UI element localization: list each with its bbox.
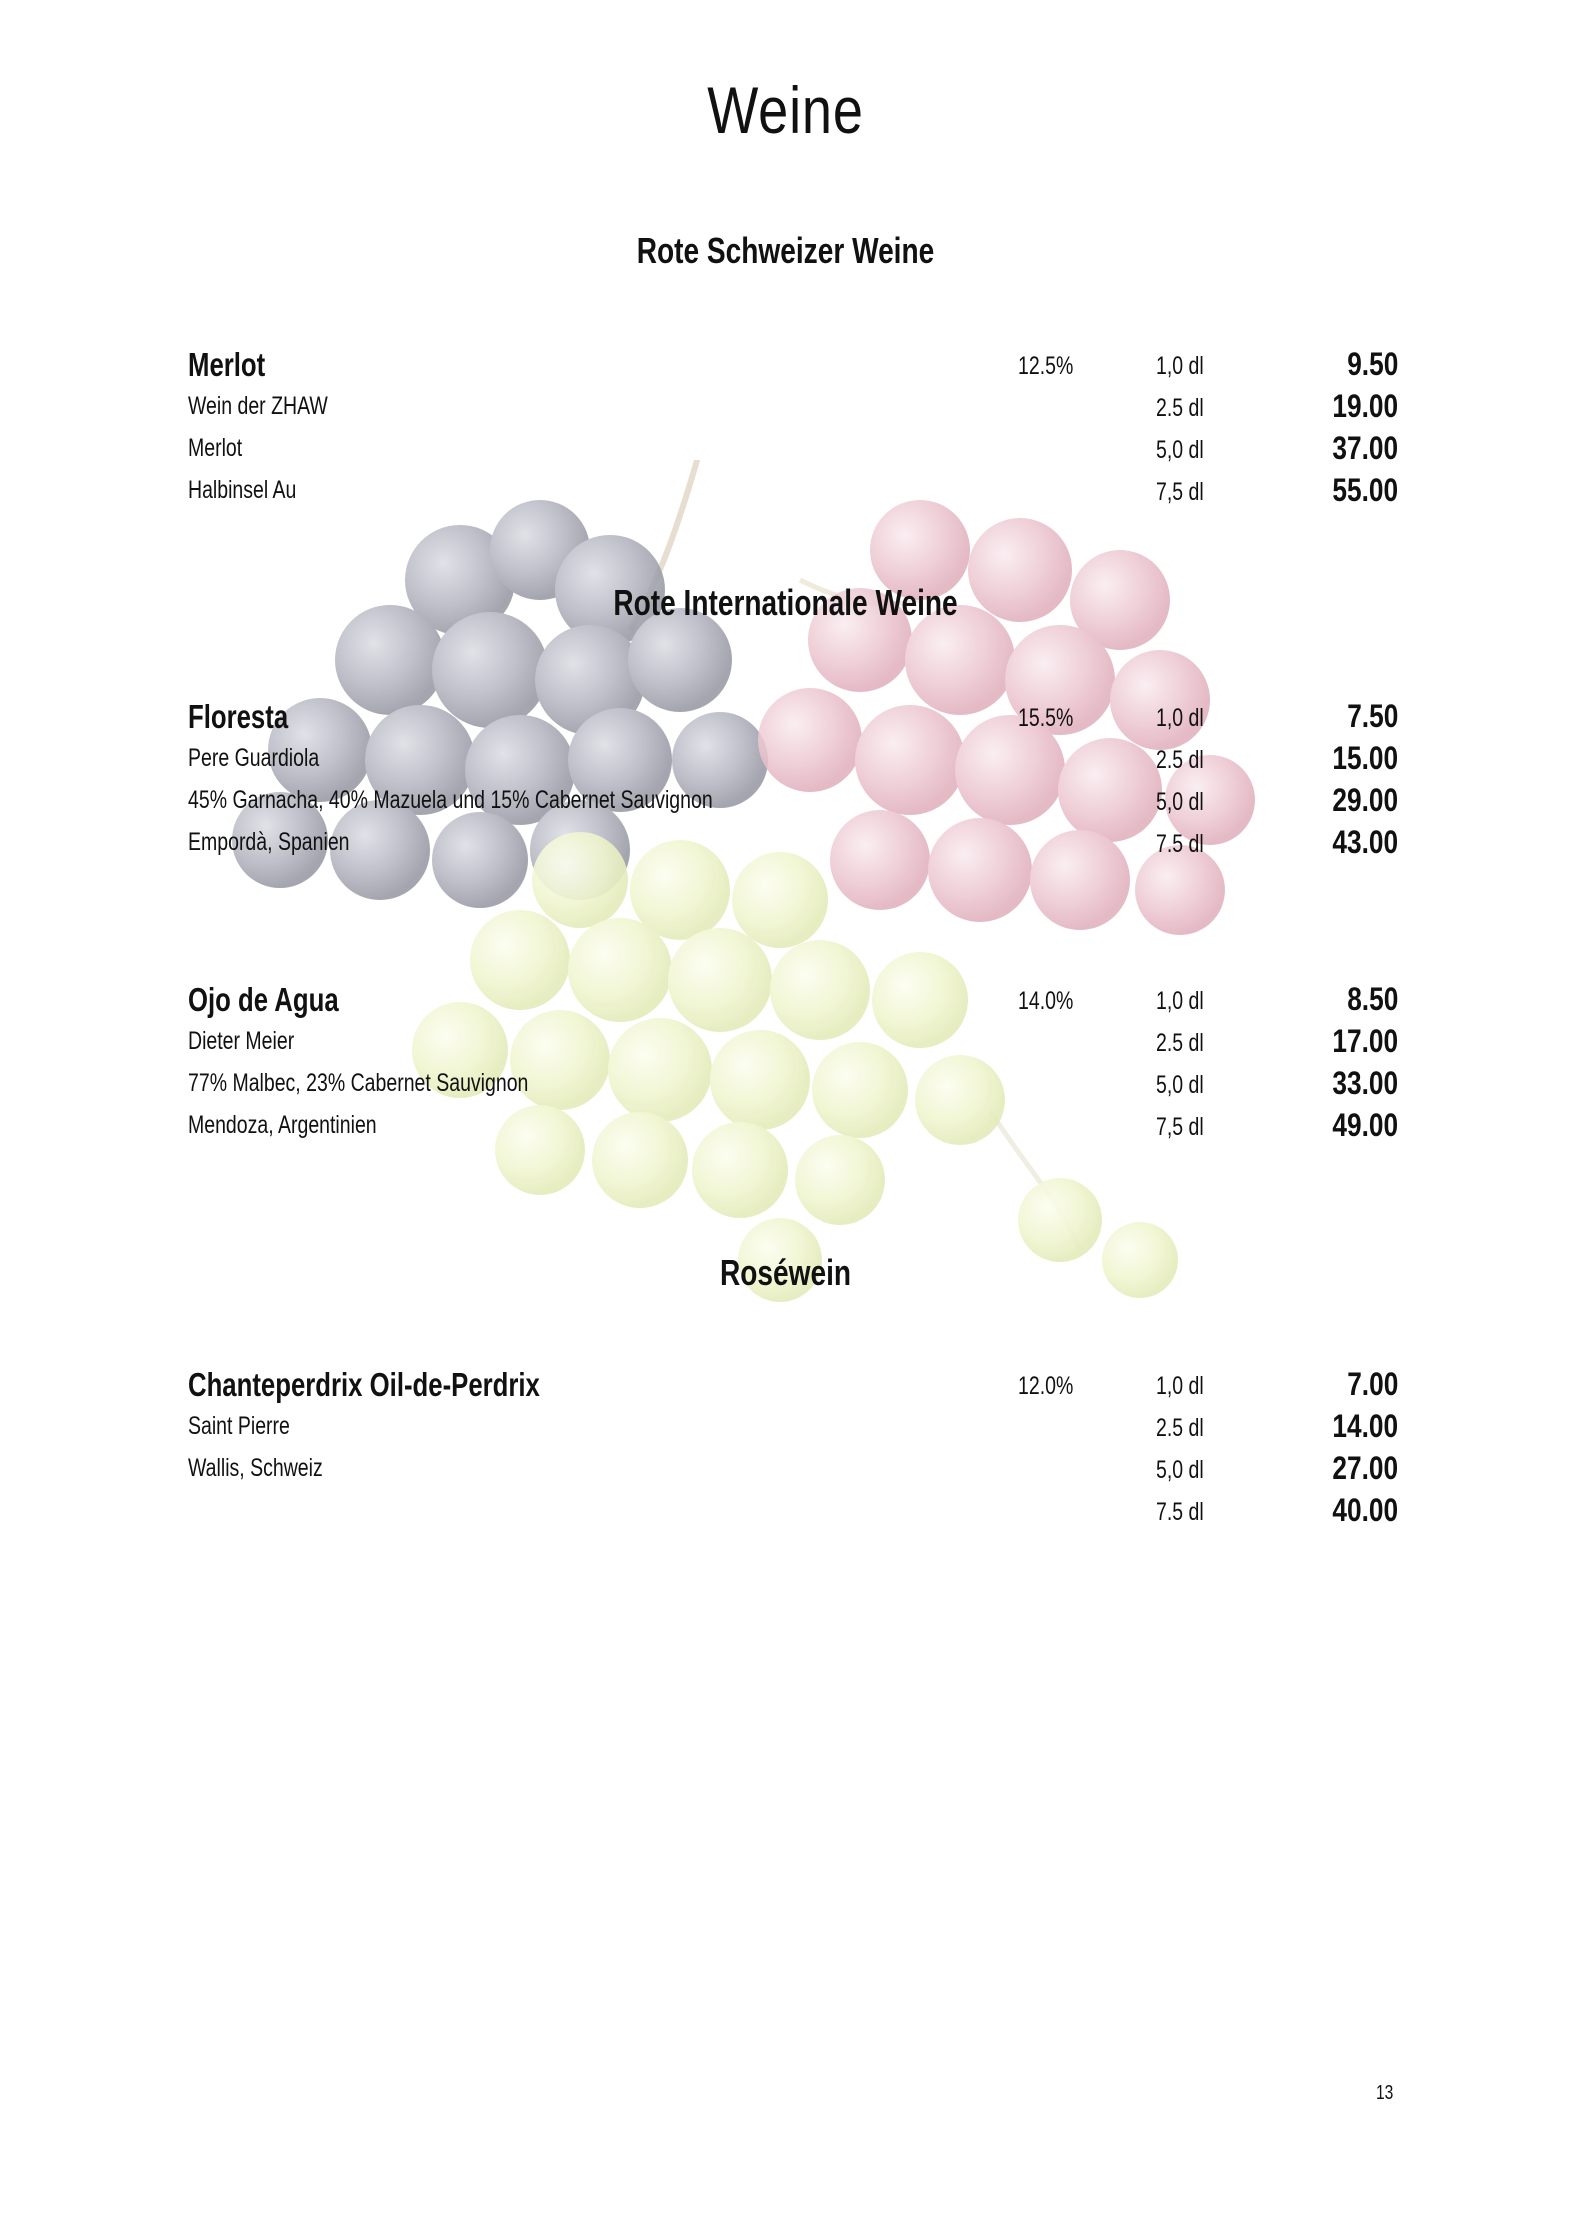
wine-price: 9.50 <box>1346 346 1398 382</box>
wine-row <box>188 1450 1398 1496</box>
wine-volume: 5,0 dl <box>1156 436 1204 464</box>
wine-price: 17.00 <box>1332 1023 1398 1059</box>
wine-row <box>188 1408 1398 1454</box>
wine-price: 27.00 <box>1332 1450 1398 1486</box>
wine-name: Floresta <box>188 698 289 735</box>
wine-grape: 45% Garnacha, 40% Mazuela und 15% Cabernet Sauvignon <box>188 786 713 814</box>
wine-abv: 15.5% <box>1018 704 1074 732</box>
wine-producer: Wein der ZHAW <box>188 392 328 420</box>
wine-price: 8.50 <box>1346 981 1398 1017</box>
wine-price: 29.00 <box>1332 782 1398 818</box>
wine-entry <box>188 981 1398 1153</box>
wine-row <box>188 1366 1398 1412</box>
wine-volume: 2.5 dl <box>1156 1414 1204 1442</box>
wine-volume: 5,0 dl <box>1156 1071 1204 1099</box>
wine-volume: 7,5 dl <box>1156 1113 1204 1141</box>
wine-producer: Saint Pierre <box>188 1412 290 1440</box>
page-title: Weine <box>707 73 864 147</box>
wine-volume: 7.5 dl <box>1156 830 1204 858</box>
wine-price: 15.00 <box>1332 740 1398 776</box>
wine-origin: Wallis, Schweiz <box>188 1454 323 1482</box>
section-title-rosewein: Roséwein <box>719 1252 852 1293</box>
wine-entry <box>188 346 1398 518</box>
wine-origin: Mendoza, Argentinien <box>188 1111 377 1139</box>
wine-price: 14.00 <box>1332 1408 1398 1444</box>
page-number: 13 <box>1376 2082 1394 2104</box>
wine-price: 37.00 <box>1332 430 1398 466</box>
wine-origin: Halbinsel Au <box>188 476 297 504</box>
wine-abv: 12.5% <box>1018 352 1074 380</box>
wine-row <box>188 1065 1398 1111</box>
wine-volume: 1,0 dl <box>1156 704 1204 732</box>
wine-price: 55.00 <box>1332 472 1398 508</box>
wine-price: 7.00 <box>1346 1366 1398 1402</box>
wine-row <box>188 1492 1398 1538</box>
wine-row <box>188 388 1398 434</box>
wine-producer: Pere Guardiola <box>188 744 320 772</box>
wine-volume: 7,5 dl <box>1156 478 1204 506</box>
wine-row <box>188 981 1398 1027</box>
wine-volume: 1,0 dl <box>1156 987 1204 1015</box>
wine-row <box>188 1023 1398 1069</box>
wine-volume: 2.5 dl <box>1156 746 1204 774</box>
wine-grape: Merlot <box>188 434 243 462</box>
section-title-rote-internationale-weine: Rote Internationale Weine <box>613 582 958 623</box>
wine-row <box>188 430 1398 476</box>
wine-producer: Dieter Meier <box>188 1027 295 1055</box>
wine-row <box>188 740 1398 786</box>
wine-row <box>188 824 1398 870</box>
wine-volume: 1,0 dl <box>1156 352 1204 380</box>
section-title-rote-schweizer-weine: Rote Schweizer Weine <box>636 230 935 271</box>
wine-volume: 5,0 dl <box>1156 788 1204 816</box>
wine-entry <box>188 698 1398 870</box>
wine-grape: 77% Malbec, 23% Cabernet Sauvignon <box>188 1069 529 1097</box>
wine-row <box>188 1107 1398 1153</box>
wine-abv: 12.0% <box>1018 1372 1074 1400</box>
wine-origin: Empordà, Spanien <box>188 828 350 856</box>
wine-price: 19.00 <box>1332 388 1398 424</box>
wine-price: 40.00 <box>1332 1492 1398 1528</box>
wine-name: Chanteperdrix Oil-de-Perdrix <box>188 1366 540 1403</box>
wine-row <box>188 346 1398 392</box>
wine-row <box>188 472 1398 518</box>
wine-row <box>188 698 1398 744</box>
wine-volume: 1,0 dl <box>1156 1372 1204 1400</box>
wine-abv: 14.0% <box>1018 987 1074 1015</box>
wine-entry <box>188 1366 1398 1538</box>
wine-price: 43.00 <box>1332 824 1398 860</box>
wine-name: Merlot <box>188 346 266 383</box>
wine-volume: 7.5 dl <box>1156 1498 1204 1526</box>
wine-price: 33.00 <box>1332 1065 1398 1101</box>
wine-volume: 5,0 dl <box>1156 1456 1204 1484</box>
wine-price: 7.50 <box>1346 698 1398 734</box>
wine-volume: 2.5 dl <box>1156 1029 1204 1057</box>
wine-price: 49.00 <box>1332 1107 1398 1143</box>
wine-row <box>188 782 1398 828</box>
wine-volume: 2.5 dl <box>1156 394 1204 422</box>
wine-name: Ojo de Agua <box>188 981 339 1018</box>
